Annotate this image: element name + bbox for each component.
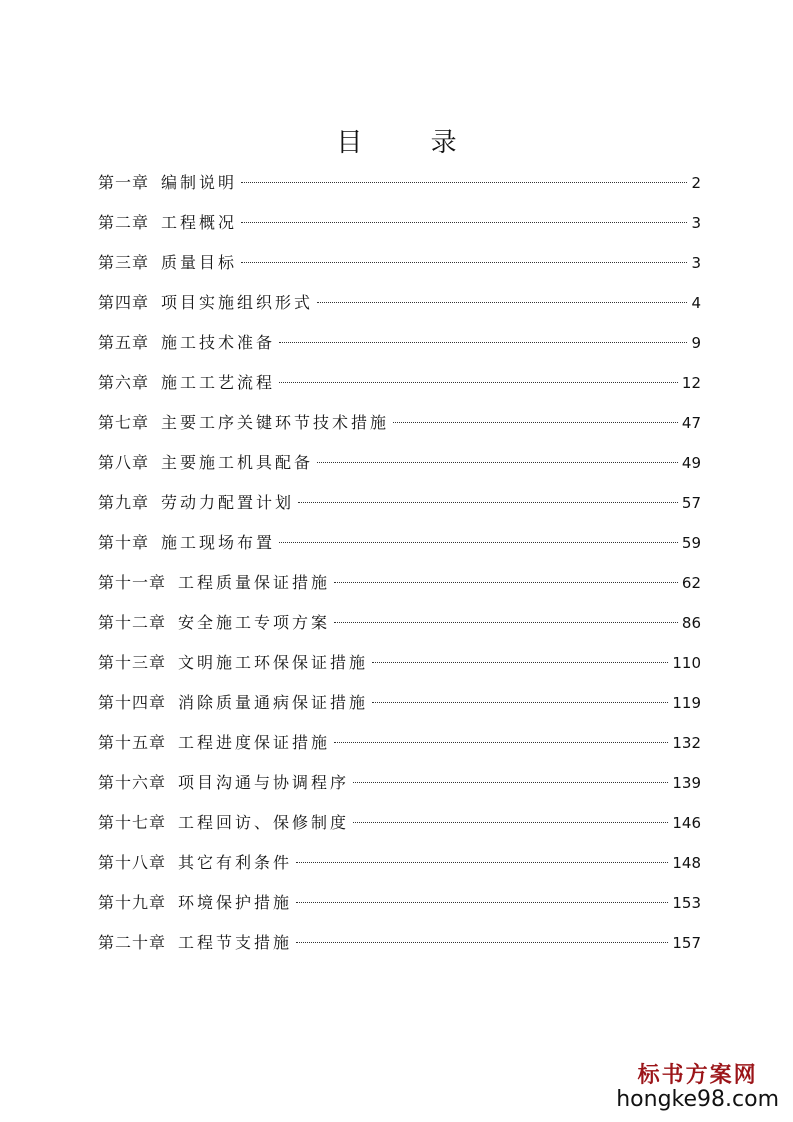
toc-page: 57 xyxy=(681,494,701,512)
toc-page: 4 xyxy=(691,294,701,312)
toc-leader xyxy=(393,422,678,423)
toc-entry[interactable] xyxy=(98,768,701,808)
toc-page: 9 xyxy=(691,334,701,352)
page-title: 目 录 xyxy=(336,128,487,158)
toc-leader xyxy=(353,782,668,783)
toc-page: 62 xyxy=(681,574,701,592)
toc-page: 146 xyxy=(672,814,701,832)
toc-entry[interactable] xyxy=(98,408,701,448)
toc-chapter: 第十四章 xyxy=(98,693,167,712)
toc-entry[interactable] xyxy=(98,568,701,608)
toc-leader xyxy=(334,742,668,743)
toc-leader xyxy=(334,582,678,583)
toc-title: 其它有利条件 xyxy=(178,853,293,872)
toc-title: 劳动力配置计划 xyxy=(161,493,295,512)
toc-chapter: 第二十章 xyxy=(98,933,167,952)
watermark xyxy=(616,1062,779,1112)
toc-page: 3 xyxy=(691,254,701,272)
toc-leader xyxy=(317,462,678,463)
toc-title: 主要工序关键环节技术措施 xyxy=(161,413,390,432)
toc-leader xyxy=(372,702,668,703)
toc-entry[interactable] xyxy=(98,728,701,768)
toc-leader xyxy=(279,382,678,383)
toc-entry[interactable] xyxy=(98,928,701,968)
toc-leader xyxy=(279,542,678,543)
toc-title: 工程概况 xyxy=(161,213,238,232)
toc-title: 工程节支措施 xyxy=(178,933,293,952)
toc-entry[interactable] xyxy=(98,288,701,328)
toc-title: 工程质量保证措施 xyxy=(178,573,331,592)
toc-chapter: 第七章 xyxy=(98,413,150,432)
toc-page: 153 xyxy=(672,894,701,912)
toc-page: 139 xyxy=(672,774,701,792)
toc-page: 59 xyxy=(681,534,701,552)
toc-leader xyxy=(241,222,687,223)
toc-entry[interactable] xyxy=(98,848,701,888)
toc-entry[interactable] xyxy=(98,608,701,648)
toc-leader xyxy=(317,302,687,303)
toc-leader xyxy=(279,342,687,343)
toc-entry[interactable] xyxy=(98,488,701,528)
toc-title: 文明施工环保保证措施 xyxy=(178,653,369,672)
toc-page: 2 xyxy=(691,174,701,192)
toc-page: 47 xyxy=(681,414,701,432)
toc-chapter: 第十九章 xyxy=(98,893,167,912)
toc-chapter: 第十章 xyxy=(98,533,150,552)
toc-title: 环境保护措施 xyxy=(178,893,293,912)
toc-chapter: 第六章 xyxy=(98,373,150,392)
toc-chapter: 第一章 xyxy=(98,173,150,192)
toc-page: 86 xyxy=(681,614,701,632)
toc-leader xyxy=(241,262,687,263)
toc-chapter: 第九章 xyxy=(98,493,150,512)
toc-title: 安全施工专项方案 xyxy=(178,613,331,632)
toc-entry[interactable] xyxy=(98,448,701,488)
toc-page: 110 xyxy=(672,654,701,672)
toc-leader xyxy=(241,182,687,183)
toc-entry[interactable] xyxy=(98,328,701,368)
toc-title: 项目沟通与协调程序 xyxy=(178,773,350,792)
toc-page: 157 xyxy=(672,934,701,952)
toc-entry[interactable] xyxy=(98,528,701,568)
toc-title: 消除质量通病保证措施 xyxy=(178,693,369,712)
toc-entry[interactable] xyxy=(98,808,701,848)
toc-entry[interactable] xyxy=(98,368,701,408)
toc-entry[interactable] xyxy=(98,888,701,928)
toc-title: 工程回访、保修制度 xyxy=(178,813,350,832)
table-of-contents xyxy=(98,168,701,968)
toc-chapter: 第三章 xyxy=(98,253,150,272)
toc-chapter: 第十八章 xyxy=(98,853,167,872)
toc-leader xyxy=(334,622,678,623)
toc-entry[interactable] xyxy=(98,648,701,688)
toc-chapter: 第十三章 xyxy=(98,653,167,672)
toc-page: 132 xyxy=(672,734,701,752)
toc-title: 质量目标 xyxy=(161,253,238,272)
toc-title: 施工工艺流程 xyxy=(161,373,276,392)
toc-chapter: 第四章 xyxy=(98,293,150,312)
toc-chapter: 第五章 xyxy=(98,333,150,352)
toc-title: 施工技术准备 xyxy=(161,333,276,352)
toc-title: 项目实施组织形式 xyxy=(161,293,314,312)
toc-chapter: 第十二章 xyxy=(98,613,167,632)
toc-entry[interactable] xyxy=(98,688,701,728)
toc-chapter: 第十七章 xyxy=(98,813,167,832)
toc-leader xyxy=(353,822,668,823)
toc-page: 3 xyxy=(691,214,701,232)
toc-chapter: 第十一章 xyxy=(98,573,167,592)
toc-page: 49 xyxy=(681,454,701,472)
toc-title: 编制说明 xyxy=(161,173,238,192)
toc-entry[interactable] xyxy=(98,168,701,208)
toc-entry[interactable] xyxy=(98,248,701,288)
watermark-domain: hongke98.com xyxy=(616,1087,779,1112)
toc-page: 119 xyxy=(672,694,701,712)
toc-page: 148 xyxy=(672,854,701,872)
toc-leader xyxy=(296,902,668,903)
toc-title: 工程进度保证措施 xyxy=(178,733,331,752)
toc-title: 主要施工机具配备 xyxy=(161,453,314,472)
toc-leader xyxy=(298,502,678,503)
toc-chapter: 第十六章 xyxy=(98,773,167,792)
toc-leader xyxy=(372,662,668,663)
watermark-name: 标书方案网 xyxy=(637,1062,758,1088)
toc-page: 12 xyxy=(681,374,701,392)
toc-chapter: 第二章 xyxy=(98,213,150,232)
toc-chapter: 第十五章 xyxy=(98,733,167,752)
toc-chapter: 第八章 xyxy=(98,453,150,472)
toc-entry[interactable] xyxy=(98,208,701,248)
toc-title: 施工现场布置 xyxy=(161,533,276,552)
toc-leader xyxy=(296,942,668,943)
toc-leader xyxy=(296,862,668,863)
